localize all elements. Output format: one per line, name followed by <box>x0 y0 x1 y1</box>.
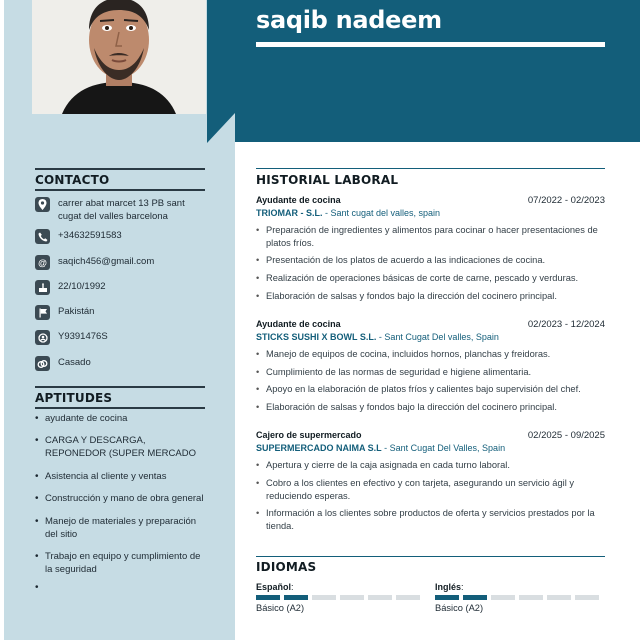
language-level-segment <box>435 595 459 600</box>
duty-item: • Presentación de los platos de acuerdo a las indicaciones de cocina. <box>256 255 546 265</box>
job-dates: 07/2022 - 02/2023 <box>527 195 605 206</box>
contact-top-rule <box>35 168 205 170</box>
contact-nationality-text: Pakistán <box>58 306 95 317</box>
language-level-segment <box>547 595 571 600</box>
contact-email <box>35 255 208 270</box>
skills-title: APTITUDES <box>35 391 113 405</box>
job-company: SUPERMERCADO NAIMA S.L - Sant Cugat Del Valles, Spain <box>256 443 506 453</box>
email-icon: @ <box>35 255 50 270</box>
job-role: Ayudante de cocina <box>256 319 341 329</box>
contact-nationality <box>35 305 208 320</box>
phone-icon <box>35 229 50 244</box>
contact-email-text[interactable]: saqich456@gmail.com <box>58 256 155 267</box>
contact-marital-status-text: Casado <box>58 357 91 368</box>
language-level-segment <box>396 595 420 600</box>
languages-title: IDIOMAS <box>256 560 317 574</box>
contact-birthdate <box>35 280 208 295</box>
language-spanish <box>256 582 426 613</box>
skill-item: • <box>35 582 39 593</box>
language-level: Básico (A2) <box>435 603 484 613</box>
contact-marital-status <box>35 356 208 371</box>
language-level-segment <box>284 595 308 600</box>
duty-item: • Preparación de ingredientes y alimentos para cocinar o hacer presentaciones de platos fríos. <box>256 225 598 248</box>
duty-item: • Realización de operaciones básicas de corte de carne, pescado y verduras. <box>256 273 579 283</box>
duty-item: • Cumplimiento de las normas de seguridad e higiene alimentaria. <box>256 367 532 377</box>
history-top-rule <box>256 168 605 169</box>
language-level-segment <box>368 595 392 600</box>
page-margin <box>0 0 4 640</box>
language-english <box>435 582 605 613</box>
contact-bottom-rule <box>35 189 205 191</box>
id-badge-icon <box>35 330 50 345</box>
job-entry <box>256 195 605 310</box>
duty-item: • Información a los clientes sobre productos de oferta y servicios prestados por la tienda. <box>256 508 595 531</box>
skills-top-rule <box>35 386 205 388</box>
language-level: Básico (A2) <box>256 603 305 613</box>
skill-item: • Construcción y mano de obra general <box>35 493 204 504</box>
contact-address <box>35 197 208 223</box>
name-underline <box>256 42 605 47</box>
job-company: STICKS SUSHI X BOWL S.L. - Sant Cugat Del valles, Spain <box>256 332 499 342</box>
job-company: TRIOMAR - S.L. - Sant cugat del valles, spain <box>256 208 441 218</box>
flag-icon <box>35 305 50 320</box>
skills-bottom-rule <box>35 407 205 409</box>
contact-birthdate-text: 22/10/1992 <box>58 281 106 292</box>
language-level-segment <box>340 595 364 600</box>
job-entry <box>256 319 605 419</box>
job-role: Ayudante de cocina <box>256 195 341 205</box>
skill-item: • Trabajo en equipo y cumplimiento de la seguridad <box>35 551 201 575</box>
job-dates: 02/2025 - 09/2025 <box>527 430 605 441</box>
language-level-segment <box>491 595 515 600</box>
language-level-segment <box>519 595 543 600</box>
duty-item: • Manejo de equipos de cocina, incluidos hornos, planchas y freidoras. <box>256 349 551 359</box>
skill-item: • Manejo de materiales y preparación del sitio <box>35 516 197 540</box>
contact-address-text: carrer abat marcet 13 PB sant cugat del valles barcelona <box>58 198 185 222</box>
contact-phone-text[interactable]: +34632591583 <box>58 230 122 241</box>
language-name: Español: <box>256 582 294 592</box>
job-dates: 02/2023 - 12/2024 <box>527 319 605 330</box>
rings-icon <box>35 356 50 371</box>
header-diagonal-corner <box>207 113 235 143</box>
duty-item: • Elaboración de salsas y fondos bajo la dirección del cocinero principal. <box>256 291 557 301</box>
language-name: Inglés: <box>435 582 464 592</box>
contact-phone <box>35 229 208 244</box>
language-level-segment <box>312 595 336 600</box>
duty-item: • Cobro a los clientes en efectivo y con tarjeta, asegurando un servicio ágil y reduciendo esperas. <box>256 478 575 501</box>
job-role: Cajero de supermercado <box>256 430 362 440</box>
skill-item: • ayudante de cocina <box>35 413 128 424</box>
location-pin-icon <box>35 197 50 212</box>
skill-item: • CARGA Y DESCARGA, REPONEDOR (SUPER MERCADO <box>35 435 196 459</box>
contact-id-text: Y9391476S <box>58 331 108 342</box>
duty-item: • Apoyo en la elaboración de platos fríos y calientes bajo supervisión del chef. <box>256 384 581 394</box>
candidate-name: saqib nadeem <box>256 6 442 34</box>
duty-item: • Elaboración de salsas y fondos bajo la dirección del cocinero principal. <box>256 402 557 412</box>
language-level-segment <box>256 595 280 600</box>
contact-title: CONTACTO <box>35 173 110 187</box>
duty-item: • Apertura y cierre de la caja asignada en cada turno laboral. <box>256 460 510 470</box>
skill-item: • Asistencia al cliente y ventas <box>35 471 167 482</box>
language-level-segment <box>575 595 599 600</box>
language-level-bar <box>435 595 605 600</box>
birthday-cake-icon <box>35 280 50 295</box>
history-title: HISTORIAL LABORAL <box>256 173 399 187</box>
language-level-bar <box>256 595 426 600</box>
job-entry <box>256 430 605 540</box>
languages-top-rule <box>256 556 605 557</box>
contact-id <box>35 330 208 345</box>
language-level-segment <box>463 595 487 600</box>
profile-photo <box>32 0 206 114</box>
